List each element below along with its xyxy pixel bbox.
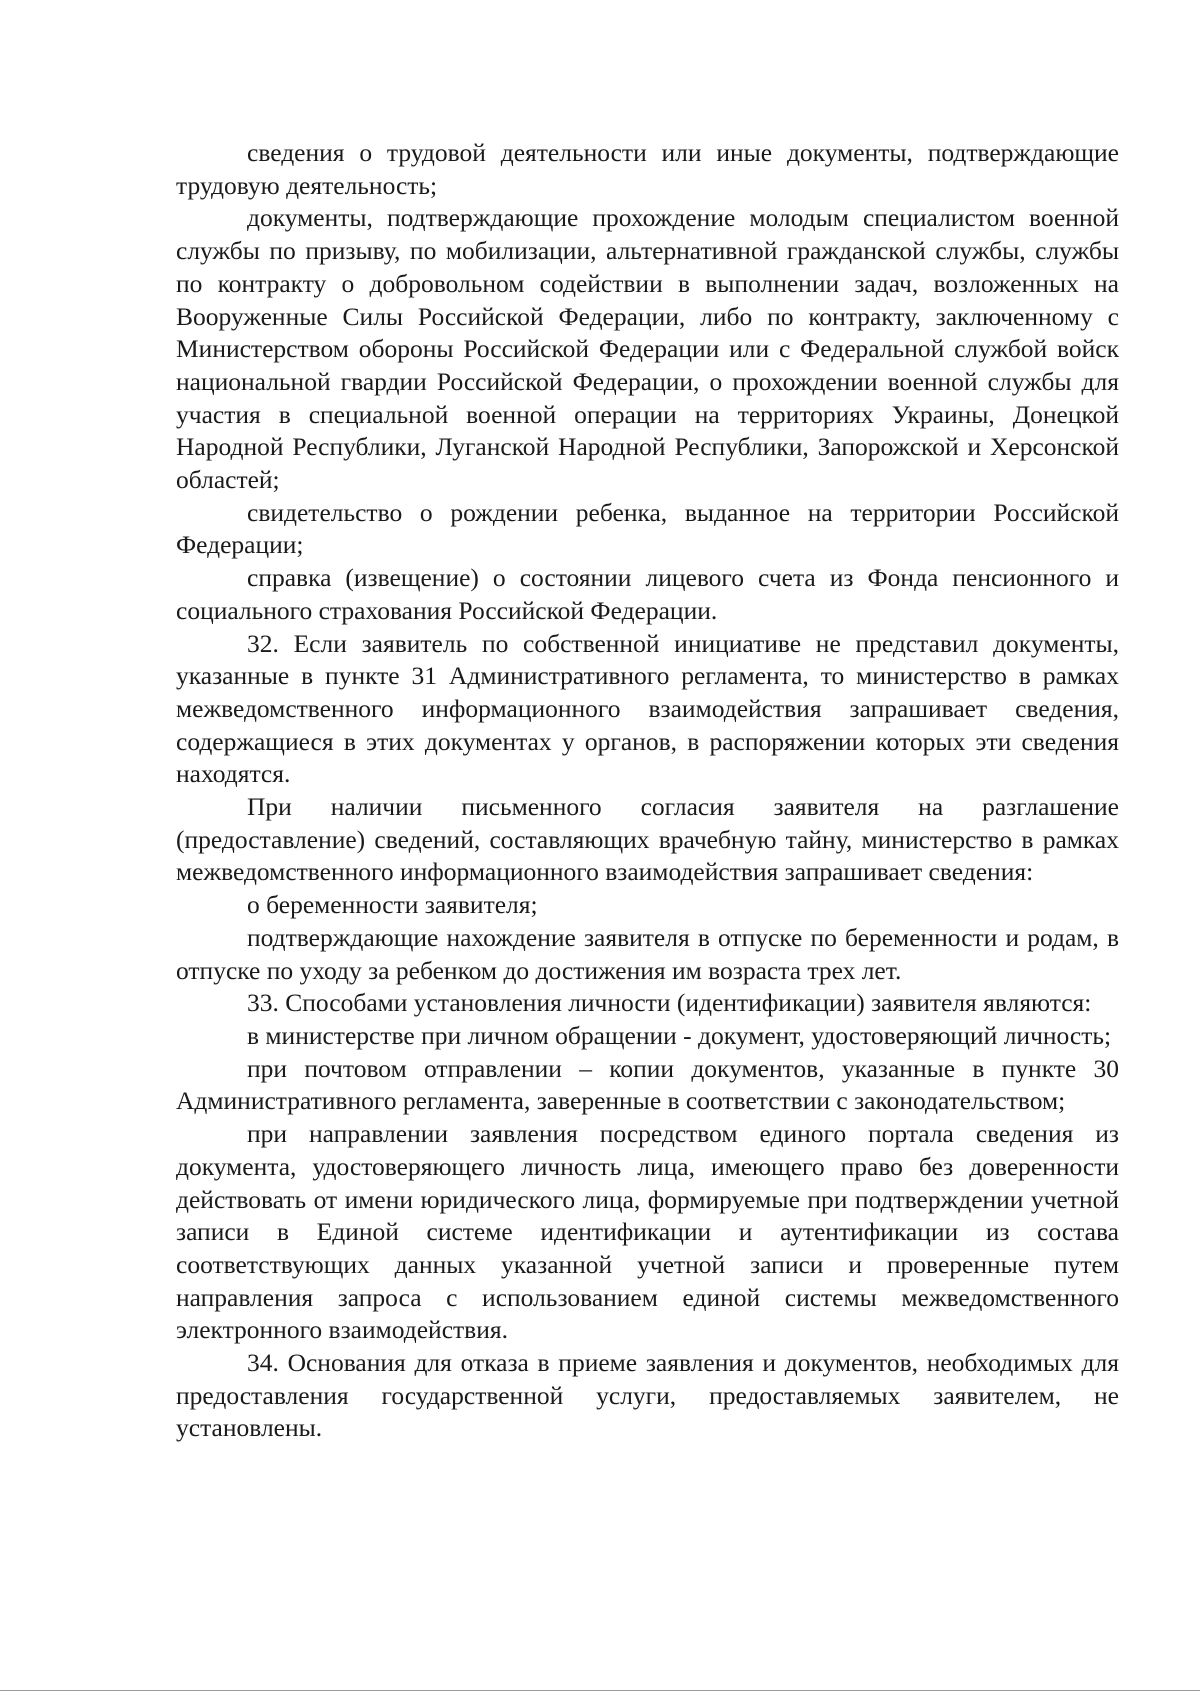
paragraph-birth-certificate: свидетельство о рождении ребенка, выданное на территории Российской Федерации;	[176, 497, 1119, 560]
paragraph-personal-account-statement: справка (извещение) о состоянии лицевого счета из Фонда пенсионного и социального страхования Российской Федерации.	[176, 563, 1119, 625]
document-body	[176, 137, 1119, 1445]
paragraph-labor-activity-records: сведения о трудовой деятельности или иные документы, подтверждающие трудовую деятельность;	[176, 138, 1119, 200]
paragraph-pregnancy-info: о беременности заявителя;	[247, 890, 538, 920]
paragraph-section-32: 32. Если заявитель по собственной инициативе не представил документы, указанные в пункте 31 Административного регламента, то министерство в рамках межведомственного информационного взаимодействия запрашивает сведения, содержащиеся в этих документах у органов, в распоряжении которых эти сведения находятся.	[176, 628, 1119, 789]
paragraph-portal-identification: при направлении заявления посредством единого портала сведения из документа, удостоверяющего личность лица, имеющего право без доверенности действовать от имени юридического лица, формируемые при подтверждении учетной записи в Единой системе идентификации и аутентификации из состава соответствующих данных указанной учетной записи и проверенные путем направления запроса с использованием единой системы межведомственного электронного взаимодействия.	[176, 1119, 1119, 1345]
paragraph-leave-confirmation: подтверждающие нахождение заявителя в отпуске по беременности и родам, в отпуске по уходу за ребенком до достижения им возраста трех лет.	[176, 922, 1119, 985]
paragraph-postal-identification: при почтовом отправлении – копии документов, указанные в пункте 30 Административного регламента, заверенные в соответствии с законодательством;	[176, 1053, 1119, 1116]
paragraph-medical-secrecy-consent: При наличии письменного согласия заявителя на разглашение (предоставление) сведений, составляющих врачебную тайну, министерство в рамках межведомственного информационного взаимодействия запрашивает сведения:	[176, 792, 1119, 887]
paragraph-section-33: 33. Способами установления личности (идентификации) заявителя являются:	[247, 988, 1092, 1018]
paragraph-in-person-identification: в министерстве при личном обращении - документ, удостоверяющий личность;	[247, 1020, 1112, 1050]
paragraph-section-34: 34. Основания для отказа в приеме заявления и документов, необходимых для предоставления государственной услуги, предоставляемых заявителем, не установлены.	[176, 1348, 1119, 1443]
paragraph-military-service-documents: документы, подтверждающие прохождение молодым специалистом военной службы по призыву, по мобилизации, альтернативной гражданской службы, службы по контракту о добровольном содействии в выполнении задач, возложенных на Вооруженные Силы Российской Федерации, либо по контракту, заключенному с Министерством обороны Российской Федерации или с Федеральной службой войск национальной гвардии Российской Федерации, о прохождении военной службы для участия в специальной военной операции на территориях Украины, Донецкой Народной Республики, Луганской Народной Республики, Запорожской и Херсонской областей;	[176, 203, 1119, 495]
page-bottom-divider	[0, 1690, 1200, 1691]
